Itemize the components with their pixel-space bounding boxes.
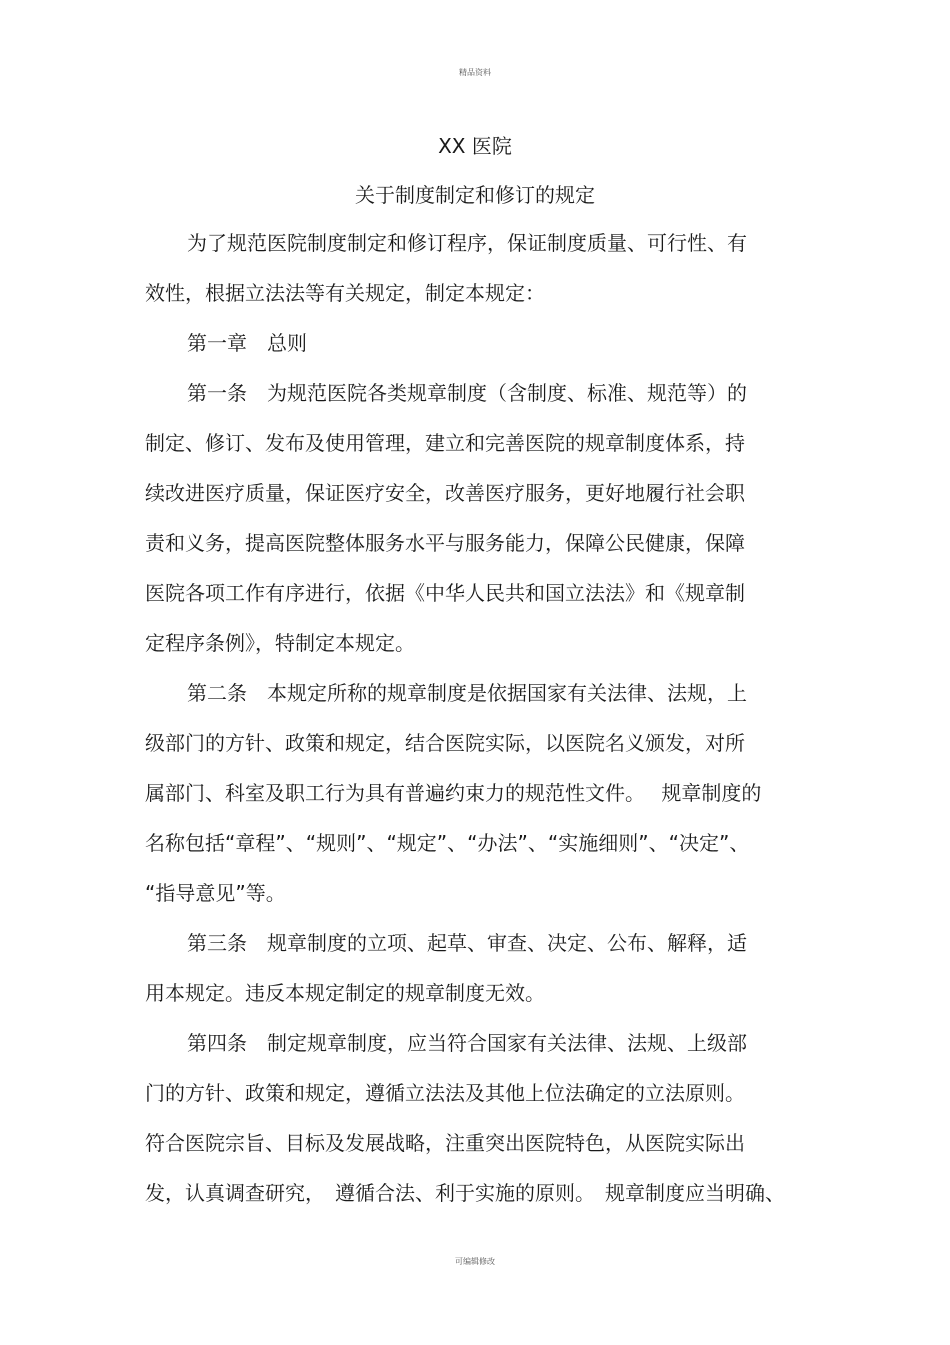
article-2-line-4: 名称包括“章程”、“规则”、“规定”、“办法”、“实施细则”、“决定”、 bbox=[145, 831, 750, 855]
article-4-line-3: 符合医院宗旨、目标及发展战略，注重突出医院特色，从医院实际出 bbox=[145, 1131, 745, 1155]
article-2-line-3: 属部门、科室及职工行为具有普遍约束力的规范性文件。 规章制度的 bbox=[145, 781, 762, 805]
article-1-line-1: 第一条 为规范医院各类规章制度（含制度、标准、规范等）的 bbox=[187, 381, 747, 405]
body-line-2: 效性，根据立法法等有关规定，制定本规定： bbox=[145, 281, 545, 305]
article-1-line-5: 医院各项工作有序进行，依据《中华人民共和国立法法》和《规章制 bbox=[145, 581, 745, 605]
article-2-line-5: “指导意见”等。 bbox=[145, 881, 286, 905]
article-1-line-2: 制定、修订、发布及使用管理，建立和完善医院的规章制度体系，持 bbox=[145, 431, 745, 455]
document-subtitle: 关于制度制定和修订的规定 bbox=[355, 183, 595, 207]
article-2-line-2: 级部门的方针、政策和规定，结合医院实际，以医院名义颁发，对所 bbox=[145, 731, 745, 755]
article-3-line-2: 用本规定。违反本规定制定的规章制度无效。 bbox=[145, 981, 545, 1005]
article-4-line-4: 发，认真调查研究， 遵循合法、利于实施的原则。 规章制度应当明确、 bbox=[145, 1181, 785, 1205]
article-4-line-1: 第四条 制定规章制度，应当符合国家有关法律、法规、上级部 bbox=[187, 1031, 747, 1055]
article-1-line-3: 续改进医疗质量，保证医疗安全，改善医疗服务，更好地履行社会职 bbox=[145, 481, 745, 505]
body-line-1: 为了规范医院制度制定和修订程序，保证制度质量、可行性、有 bbox=[187, 231, 747, 255]
article-2-line-1: 第二条 本规定所称的规章制度是依据国家有关法律、法规，上 bbox=[187, 681, 747, 705]
chapter-heading: 第一章 总则 bbox=[187, 331, 307, 355]
article-1-line-4: 责和义务，提高医院整体服务水平与服务能力，保障公民健康，保障 bbox=[145, 531, 745, 555]
footer-watermark: 可编辑修改 bbox=[455, 1257, 495, 1266]
article-4-line-2: 门的方针、政策和规定，遵循立法法及其他上位法确定的立法原则。 bbox=[145, 1081, 745, 1105]
article-3-line-1: 第三条 规章制度的立项、起草、审查、决定、公布、解释，适 bbox=[187, 931, 747, 955]
document-title: XX 医院 bbox=[438, 134, 512, 158]
article-1-line-6: 定程序条例》，特制定本规定。 bbox=[145, 631, 415, 655]
header-watermark: 精品资料 bbox=[459, 68, 491, 77]
